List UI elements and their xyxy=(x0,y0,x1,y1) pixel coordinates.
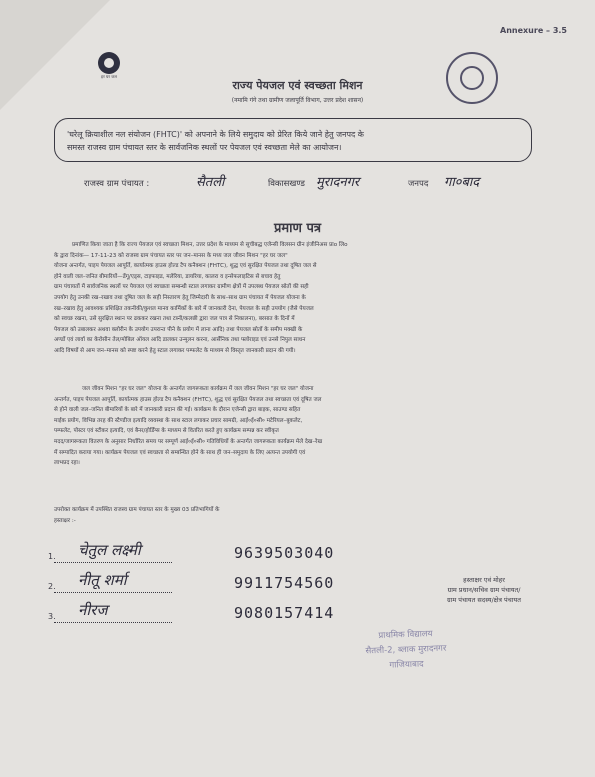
signature-underline xyxy=(54,592,172,593)
text-line: प्रमाणित किया जाता है कि राज्य पेयजल एवं स्वच्छता मिशन, उत्तर प्रदेश के माध्यम से सूचीबद्ध एजेन्सी विलसन ग्रीन इंजीनिअस प्राo लिo xyxy=(72,242,348,248)
notice-line: 'घरेलू क्रियाशील नल संयोजन (FHTC)' को अपनाने के लिये समुदाय को प्रेरित किये जाने हेतु जनपद के xyxy=(67,130,364,139)
text-line: को स्वच्छ रखना, उसे सुरक्षित स्थान पर ढककर रखना तथा टब्नी/कलछी द्वारा जल पात्र से निकालना), बरसात के दिनों में xyxy=(54,316,295,323)
block-label: विकासखण्ड xyxy=(268,179,305,189)
text-line: मदद/जागरूकता वितरण के अनुसार निर्धारित समय पर सम्पूर्ण आई०ई०सी० गतिविधियों के अन्तर्गत जागरूकता कार्यक्रम मेले देख–रेख xyxy=(54,438,323,445)
stamp-line: सैतली-2, ब्लाक मुरादनगर xyxy=(365,643,447,657)
sign-line: ग्राम पंचायत सदस्य/क्षेत्र पंचायत xyxy=(447,596,521,604)
gram-panchayat-label: राजस्व ग्राम पंचायत : xyxy=(84,179,150,189)
text-line: ग्राम पंचायतों में सार्वजनिक स्थलों पर पेयजल एवं स्वच्छता सम्बन्धी स्टाल लगाकर ग्रामीण क्षेत्रों में उपलब्ध पेयजल स्रोतों की सही xyxy=(54,284,309,291)
text-line: रख–रखाव हेतु आवश्यक प्रशिक्षित तकनीकी/कुशल मानव कार्मिकों के बारे में जानकारी देना, पेयजल के सही उपयोग (जैसे पेयजल xyxy=(54,305,314,312)
stamp-line: गाजियाबाद xyxy=(389,659,424,671)
authority-signature-block xyxy=(404,575,564,605)
gram-panchayat-value: सैतली xyxy=(196,175,225,190)
text-line: उपयोग हेतु उनकी रख–रखाव तथा दूषित जल के सही निस्तारण हेतु जिम्मेदारी के साथ–साथ ग्राम पंचायत में पेयजल योजना के xyxy=(54,294,306,301)
participant-row xyxy=(0,540,595,568)
certificate-paragraph-1 xyxy=(54,240,554,357)
text-line: से होने वाली जल–जनित बीमारियों के बारे में जानकारी प्रदान की गई। कार्यक्रम के दौरान एजेन्सी द्वारा बाइक, साउण्ड सहित xyxy=(54,407,301,414)
text-line: होने वाली जल–जनित बीमारियों—डेंगू/एड्स, टाइफाइड, मलेरिया, डायरिया, कालरा व इन्सेफलाइटिस से बचाव हेतु xyxy=(54,273,281,280)
text-line: पेयजल को उबालकर अथवा क्लोरीन के उपयोग उपरान्त पीने के प्रयोग में लाना आदि) तथा पेयजल स्रोतों के समीप मक्खी के xyxy=(54,326,303,333)
mission-title: राज्य पेयजल एवं स्वच्छता मिशन xyxy=(232,79,363,92)
text-line: अन्तर्गत, पाइप पेयजल आपूर्ति, कार्यात्मक हाउस होल्ड टैप कनैक्शन (FHTC), शुद्ध एवं सुरक्षित पेयजल तथा स्वच्छता एवं दूषित जल xyxy=(54,396,322,403)
event-notice-box xyxy=(54,118,532,162)
annexure-label: Annexure – 3.5 xyxy=(500,26,567,35)
stamp-line: प्राथमिक विद्यालय xyxy=(378,629,433,641)
participant-number: 3. xyxy=(48,612,56,621)
sign-line: ग्राम प्रधान/सचिव ग्राम पंचायत/ xyxy=(447,586,521,594)
text-line: उपरोक्त कार्यक्रम में उपस्थित राजस्व ग्राम पंचायत स्तर के मुख्य 03 प्रतिभागियों के xyxy=(54,507,220,513)
certificate-paragraph-2 xyxy=(54,384,554,469)
jal-jeevan-logo-icon: हर घर जल xyxy=(96,52,122,79)
participant-signature: नीरज xyxy=(78,601,108,619)
text-line: योजना अन्तर्गत, पाइप पेयजल आपूर्ति, कार्यात्मक हाउस होल्ड टैप कनैक्शन (FHTC), शुद्ध एवं सुरक्षित पेयजल तथा दूषित जल से xyxy=(54,263,317,270)
participant-number: 2. xyxy=(48,582,56,591)
text-line: के द्वारा दिनांक— 17-11-23 को राजस्व ग्राम पंचायत स्तर पर जन–मानस के मध्य जल जीवन मिशन "हर घर जल" xyxy=(54,252,288,259)
text-line: में सम्पादित कराया गया। कार्यक्रम पेयजल एवं स्वच्छता से सम्बन्धित होने के साथ ही जन–समुदाय के लिए अत्यन्त उपयोगी एवं xyxy=(54,449,306,456)
participant-phone: 9911754560 xyxy=(234,574,335,592)
participants-intro xyxy=(54,505,554,526)
participant-phone: 9080157414 xyxy=(234,604,335,622)
text-line: जल जीवन मिशन "हर घर जल" योजना के अन्तर्गत जागरूकता कार्यक्रम में जल जीवन मिशन "हर घर जल" योजना xyxy=(82,386,314,392)
signature-underline xyxy=(54,622,172,623)
text-line: हस्ताक्षर :- xyxy=(54,517,76,524)
mission-subtitle: (नमामि गंगे तथा ग्रामीण जलापूर्ति विभाग, उत्तर प्रदेश शासन) xyxy=(231,97,364,104)
participant-phone: 9639503040 xyxy=(234,544,335,562)
district-label: जनपद xyxy=(408,179,429,189)
block-value: मुराद‌नगर xyxy=(316,175,360,190)
notice-line: समस्त राजस्व ग्राम पंचायत स्तर के सार्वजनिक स्थलों पर पेयजल एवं स्वच्छता मेले का आयोजन। xyxy=(67,143,342,152)
sign-line: हस्ताक्षर एवं मोहर xyxy=(463,576,505,584)
certificate-title: प्रमाण पत्र xyxy=(273,221,322,236)
text-line: लाभप्रद रहा। xyxy=(54,460,80,467)
district-value: गा०बाद xyxy=(444,175,480,190)
school-stamp xyxy=(335,626,476,676)
text-line: अण्डों एवं लार्वा का केरोसीन तेल/मोबिल ऑयल आदि डालकर उन्मूलन करना, आर्सेनिक तथा फ्लोराइड एवं उनसे निपुल साधन xyxy=(54,337,306,344)
participant-signature: नीतू शर्मा xyxy=(78,571,127,589)
text-line: आदि विषयों से आम जन–मानस को स्पष्ट करने हेतु स्टाल लगाकर पम्फलेट के माध्यम से विस्तृत जानकारी प्रदान की गयी। xyxy=(54,347,296,354)
participant-signature: चेतुल लक्ष्मी xyxy=(78,541,141,559)
text-line: माईक प्रयोग, विभिन्न तरह की स्टैण्डीज इत्यादि व्यवस्था के साथ स्टाल लगाकर प्रचार सामग्री, आई०ई०सी० मटेरियल–बुकलेट, xyxy=(54,417,303,424)
signature-underline xyxy=(54,562,172,563)
page-fold-shadow xyxy=(0,0,110,110)
participant-number: 1. xyxy=(48,552,56,561)
location-row xyxy=(84,172,544,192)
text-line: पम्फलेट, पोस्टर एवं स्टीकर इत्यादि, एवं बैनर/होर्डिंग्स के माध्यम से वितरित करते हुए कार्यक्रम सम्पन्न कर स्वीकृत xyxy=(54,428,279,435)
